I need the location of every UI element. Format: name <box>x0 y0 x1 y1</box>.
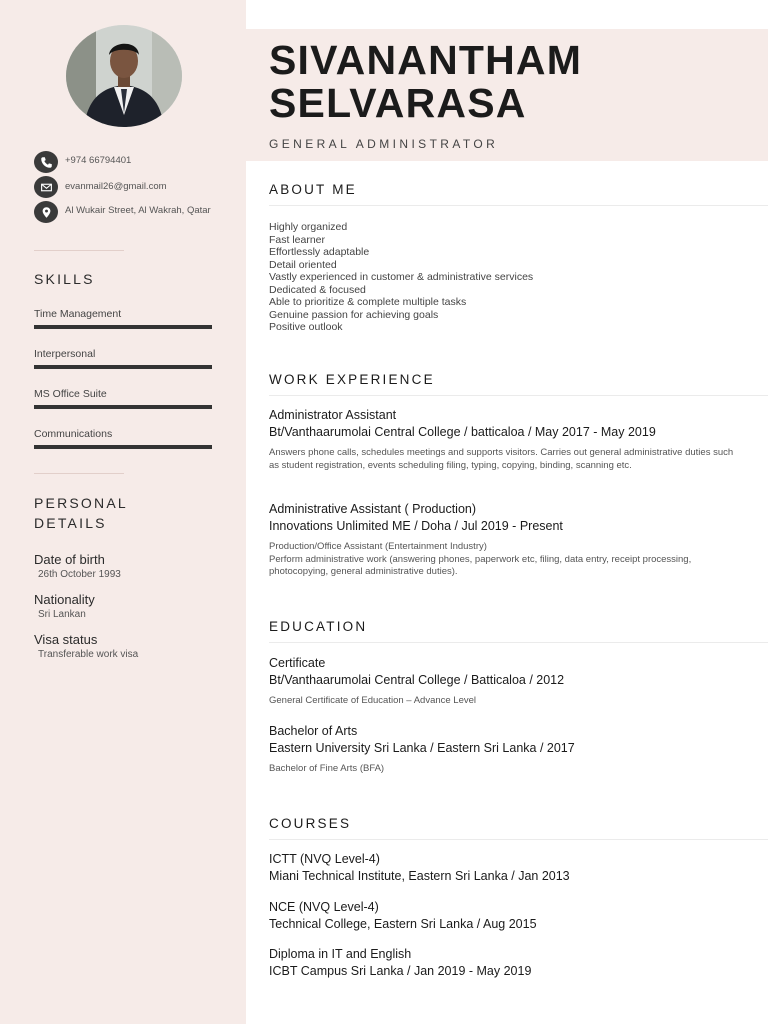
main-content <box>246 0 768 1024</box>
job-title: GENERAL ADMINISTRATOR <box>269 137 499 151</box>
skill-label: MS Office Suite <box>34 388 107 400</box>
list-item: Vastly experienced in customer & administrative services <box>269 271 534 283</box>
entry-subtitle: Bt/Vanthaarumolai Central College / batticaloa / May 2017 - May 2019 <box>269 425 656 439</box>
entry-description: General Certificate of Education – Advance Level <box>269 695 477 706</box>
about-list <box>269 221 533 334</box>
candidate-name-line1: SIVANANTHAM <box>269 37 583 83</box>
list-item: Positive outlook <box>269 321 343 333</box>
profile-photo-image <box>66 25 182 127</box>
about-heading: ABOUT ME <box>269 182 357 197</box>
skills-heading: SKILLS <box>34 271 95 287</box>
list-item: Highly organized <box>269 221 348 233</box>
location-pin-icon <box>34 201 58 223</box>
entry-title: Certificate <box>269 656 326 670</box>
entry-subtitle: Bt/Vanthaarumolai Central College / Batticaloa / 2012 <box>269 673 565 687</box>
skill-bar-fill <box>34 405 212 409</box>
skill-bar <box>34 405 212 409</box>
entry-title: Diploma in IT and English <box>269 947 412 961</box>
profile-photo <box>66 25 182 127</box>
personal-detail-value: Sri Lankan <box>38 609 86 620</box>
entry-description: Bachelor of Fine Arts (BFA) <box>269 763 385 774</box>
contact-address-text: Al Wukair Street, Al Wakrah, Qatar <box>65 205 211 216</box>
section-rule <box>269 395 768 396</box>
personal-detail-nationality <box>34 592 224 622</box>
phone-icon <box>34 151 58 173</box>
list-item: Fast learner <box>269 233 326 246</box>
list-item: Detail oriented <box>269 258 337 271</box>
personal-detail-visa <box>34 632 224 662</box>
contact-address <box>34 201 215 223</box>
work-experience-heading: WORK EXPERIENCE <box>269 372 435 387</box>
skill-bar <box>34 325 212 329</box>
skill-bar <box>34 365 212 369</box>
contact-email[interactable] <box>34 176 215 198</box>
personal-details-heading: PERSONAL DETAILS <box>34 495 128 531</box>
course-entry <box>269 946 739 980</box>
skill-bar-fill <box>34 365 212 369</box>
sidebar-divider <box>34 250 124 251</box>
personal-detail-dob <box>34 552 224 582</box>
sidebar-divider <box>34 473 124 474</box>
work-entry <box>269 501 739 579</box>
entry-title: NCE (NVQ Level-4) <box>269 900 379 914</box>
list-item: Dedicated & focused <box>269 283 366 296</box>
education-entry <box>269 655 739 708</box>
entry-title: ICTT (NVQ Level-4) <box>269 852 380 866</box>
entry-subtitle: Technical College, Eastern Sri Lanka / Aug 2015 <box>269 917 537 931</box>
section-rule <box>269 839 768 840</box>
entry-subtitle: Eastern University Sri Lanka / Eastern Sri Lanka / 2017 <box>269 741 575 755</box>
course-entry <box>269 851 739 885</box>
courses-heading: COURSES <box>269 816 352 831</box>
candidate-name-line2: SELVARASA <box>269 80 527 126</box>
list-item: Effortlessly adaptable <box>269 246 370 258</box>
contact-phone[interactable] <box>34 151 215 173</box>
skill-item <box>34 308 212 329</box>
email-icon <box>34 176 58 198</box>
personal-detail-value: Transferable work visa <box>38 649 139 660</box>
list-item: Able to prioritize & complete multiple tasks <box>269 296 467 308</box>
skill-item <box>34 348 212 369</box>
skill-bar <box>34 445 212 449</box>
entry-title: Administrative Assistant ( Production) <box>269 502 477 516</box>
list-item: Genuine passion for achieving goals <box>269 308 439 321</box>
skill-label: Interpersonal <box>34 348 96 360</box>
sidebar <box>0 0 246 1024</box>
contact-phone-text: +974 66794401 <box>65 155 132 166</box>
entry-description: Answers phone calls, schedules meetings and supports visitors. Carries out general administrative duties such as student registration, events scheduling filing, typing, copying, binding, scanning etc. <box>269 447 734 471</box>
entry-title: Administrator Assistant <box>269 408 397 422</box>
candidate-name <box>269 39 582 125</box>
contact-email-text: evanmail26@gmail.com <box>65 181 167 192</box>
entry-subtitle: ICBT Campus Sri Lanka / Jan 2019 - May 2019 <box>269 964 532 978</box>
skill-item <box>34 388 212 409</box>
personal-detail-label: Nationality <box>34 592 95 607</box>
work-entry <box>269 407 739 472</box>
skill-label: Communications <box>34 428 113 440</box>
skill-bar-fill <box>34 325 212 329</box>
entry-subtitle: Miani Technical Institute, Eastern Sri Lanka / Jan 2013 <box>269 869 570 883</box>
education-entry <box>269 723 739 776</box>
skill-bar-fill <box>34 445 212 449</box>
personal-detail-value: 26th October 1993 <box>38 569 121 580</box>
skill-item <box>34 428 212 449</box>
section-rule <box>269 205 768 206</box>
entry-subtitle: Innovations Unlimited ME / Doha / Jul 2019 - Present <box>269 519 563 533</box>
section-rule <box>269 642 768 643</box>
entry-title: Bachelor of Arts <box>269 724 358 738</box>
personal-detail-label: Visa status <box>34 632 98 647</box>
course-entry <box>269 899 739 933</box>
skill-label: Time Management <box>34 308 122 320</box>
education-heading: EDUCATION <box>269 619 368 634</box>
personal-detail-label: Date of birth <box>34 552 105 567</box>
entry-description: Production/Office Assistant (Entertainment Industry) Perform administrative work (answering phones, paperwork etc, filing, data entry, receipt processing, photocopying, general administrative duties). <box>269 541 692 577</box>
